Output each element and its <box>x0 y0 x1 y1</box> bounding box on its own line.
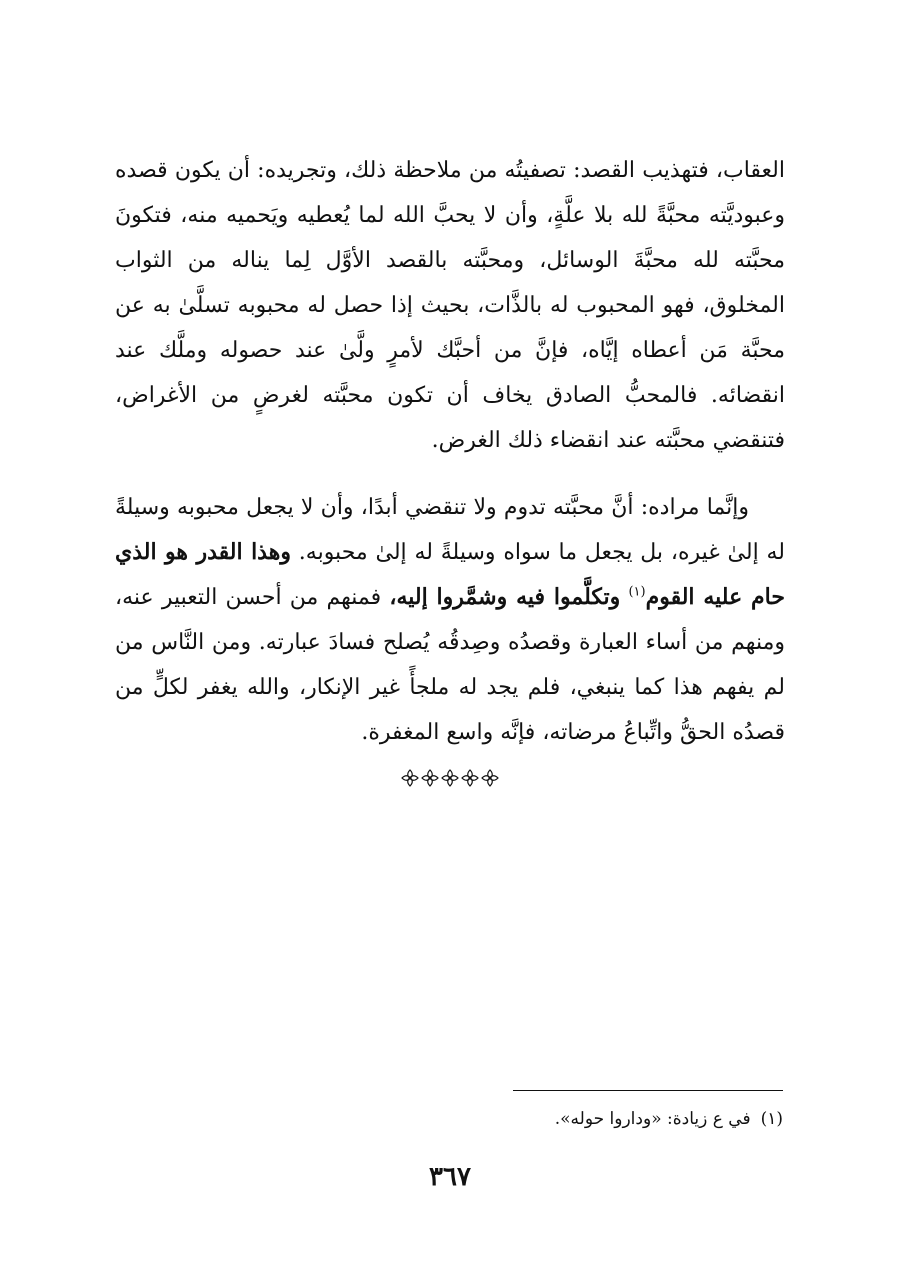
floral-ornament-icon <box>481 769 499 787</box>
floral-ornament-icon <box>401 769 419 787</box>
footnote-separator <box>513 1090 783 1091</box>
paragraph-2-bold-b: وتكلَّموا فيه وشمَّروا إليه، <box>389 584 621 610</box>
paragraph-1-text: العقاب، فتهذيب القصد: تصفيتُه من ملاحظة ذلك، وتجريده: أن يكون قصده وعبوديَّته محبَّةً لله بلا علَّةٍ، وأن لا يحبَّ الله لما يُعطيه ويَحميه منه، فتكونَ محبَّته لله محبَّةَ الوسائل، ومحبَّته بالقصد الأوَّل لِما يناله من الثواب المخلوق، فهو المحبوب له بالذَّات، بحيث إذا حصل له محبوبه تسلَّىٰ به عن محبَّة مَن أعطاه إيَّاه، فإنَّ من أحبَّك لأمرٍ ولَّىٰ عند حصوله وملَّك عند انقضائه. فالمحبُّ الصادق يخاف أن تكون محبَّته لغرضٍ من الأغراض، فتنقضي محبَّته عند انقضاء ذلك الغرض. <box>115 158 785 453</box>
paragraph-2-tail: فمنهم من أحسن التعبير عنه، ومنهم من أساء العبارة وقصدُه وصِدقُه يُصلح فسادَ عبارته. ومن النَّاس من لم يفهم هذا كما ينبغي، فلم يجد له ملجأً غير الإنكار، والله يغفر لكلٍّ من قصدُه الحقُّ واتِّباعُ مرضاته، فإنَّه واسع المغفرة. <box>115 585 785 745</box>
floral-ornament-icon <box>421 769 439 787</box>
footnote-number: (١) <box>760 1109 783 1129</box>
paragraph-2-bold-a: وهذا القدر هو الذي حام عليه القوم <box>115 539 785 610</box>
page-number: ٣٦٧ <box>429 1162 471 1192</box>
paragraph-2 <box>115 485 785 755</box>
floral-ornament-icon <box>441 769 459 787</box>
footnote-reference[interactable]: (١) <box>628 584 646 600</box>
footnote-text: في ع زيادة: «وداروا حوله». <box>554 1109 751 1129</box>
floral-ornament-icon <box>461 769 479 787</box>
paragraph-1 <box>115 148 785 463</box>
section-ornament <box>395 762 505 794</box>
paragraph-2-lead: وإنَّما مراده: أنَّ محبَّته تدوم ولا تنقضي أبدًا، وأن لا يجعل محبوبه وسيلةً له إلىٰ غيره، بل يجعل ما سواه وسيلةً له إلىٰ محبوبه. <box>115 495 786 565</box>
footnote <box>555 1106 783 1132</box>
